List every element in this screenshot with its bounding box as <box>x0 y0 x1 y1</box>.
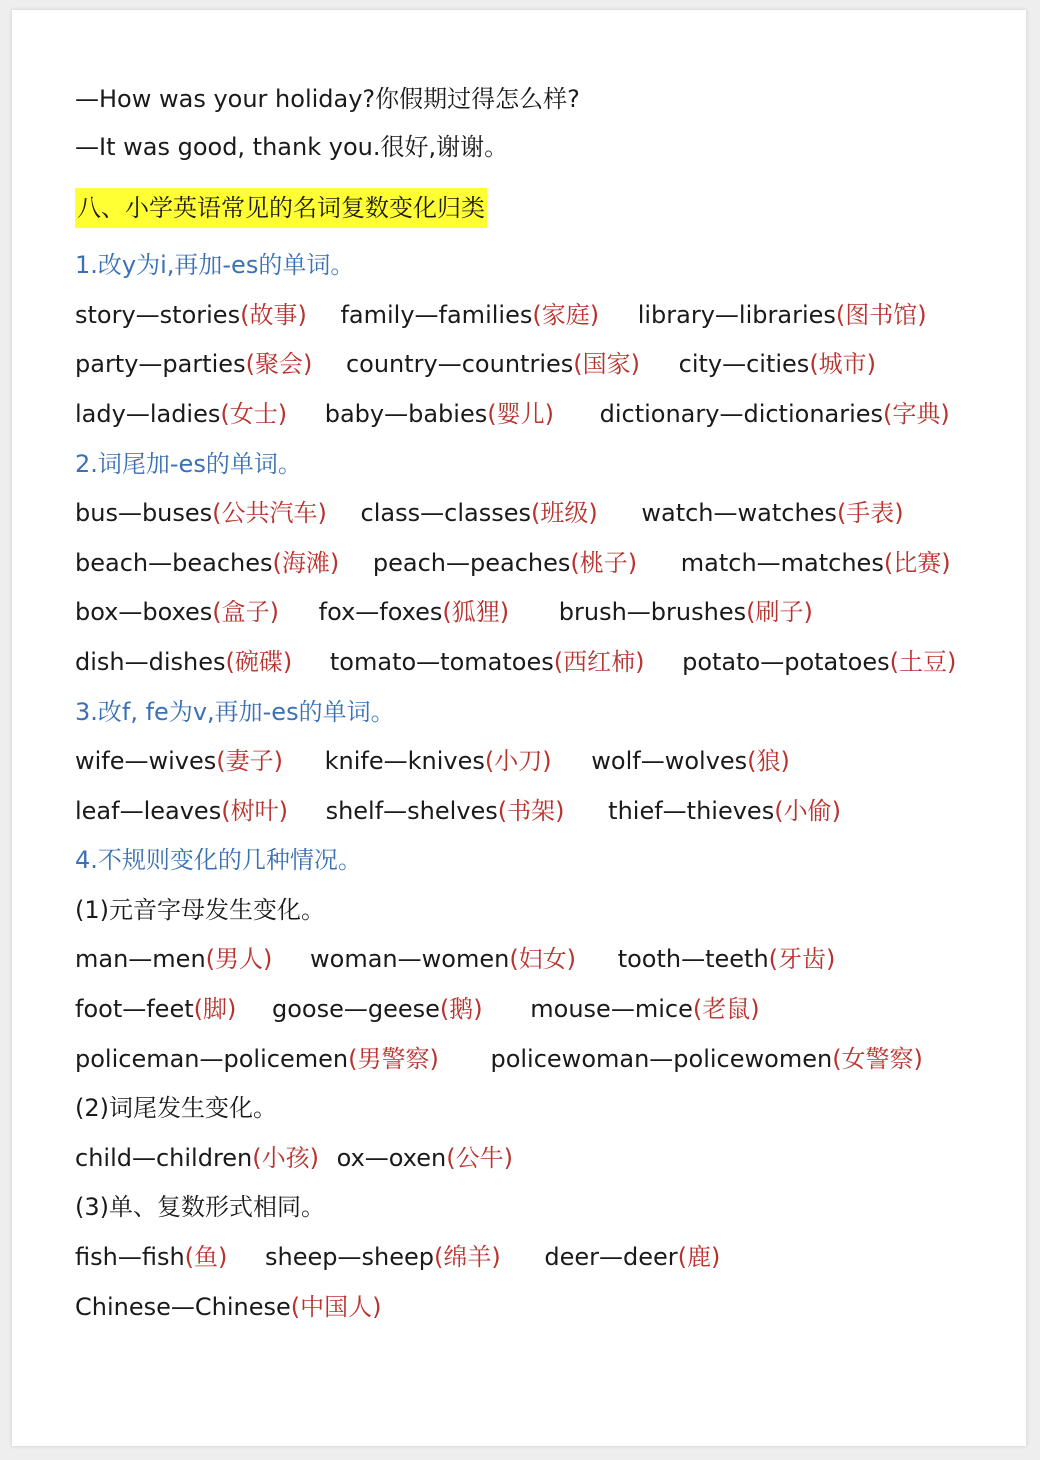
word-pair <box>600 397 950 431</box>
word-pair <box>490 1042 922 1076</box>
word-pair <box>608 794 841 828</box>
word-pair <box>361 496 598 530</box>
section-title-1: 1.改y为i,再加-es的单词。 <box>75 251 355 279</box>
chinese-meaning: (女警察) <box>832 1045 923 1073</box>
word-pair <box>340 298 599 332</box>
word-pair <box>75 942 272 976</box>
english-pair: dictionary—dictionaries <box>599 400 884 428</box>
word-pair <box>75 496 327 530</box>
word-row <box>75 496 904 530</box>
word-pair <box>75 347 312 381</box>
chinese-meaning: (小孩) <box>252 1144 320 1172</box>
word-pair <box>373 546 637 580</box>
english-pair: mouse—mice <box>530 995 693 1023</box>
word-pair <box>75 397 287 431</box>
english-pair: shelf—shelves <box>325 797 498 825</box>
word-pair <box>325 744 552 778</box>
section-heading: 八、小学英语常见的名词复数变化归类 <box>75 188 487 228</box>
chinese-meaning: (碗碟) <box>225 648 293 676</box>
word-pair <box>75 1290 382 1324</box>
english-pair: Chinese—Chinese <box>75 1293 291 1321</box>
word-pair <box>75 794 288 828</box>
chinese-meaning: (刷子) <box>746 598 813 626</box>
chinese-meaning: (小刀) <box>484 747 552 775</box>
word-row <box>75 1042 923 1076</box>
english-pair: country—countries <box>345 350 574 378</box>
word-pair <box>325 397 554 431</box>
word-pair <box>75 546 339 580</box>
english-pair: bus—buses <box>75 499 213 527</box>
dialog-answer: —It was good, thank you.很好,谢谢。 <box>75 133 509 161</box>
english-pair: beach—beaches <box>75 549 273 577</box>
word-pair <box>319 595 509 629</box>
word-row <box>75 744 790 778</box>
word-pair <box>75 992 236 1026</box>
english-pair: fish—fish <box>75 1243 185 1271</box>
chinese-meaning: (国家) <box>573 350 640 378</box>
word-row <box>75 1290 382 1324</box>
word-pair <box>682 645 956 679</box>
word-pair <box>530 992 759 1026</box>
chinese-meaning: (妇女) <box>509 945 577 973</box>
word-pair <box>75 744 283 778</box>
word-pair <box>75 298 307 332</box>
english-pair: deer—deer <box>544 1243 678 1271</box>
word-pair <box>618 942 836 976</box>
dialog-question: —How was your holiday?你假期过得怎么样? <box>75 85 580 113</box>
word-row <box>75 546 951 580</box>
chinese-meaning: (脚) <box>193 995 237 1023</box>
chinese-meaning: (图书馆) <box>835 301 927 329</box>
case-label-2: (2)词尾发生变化。 <box>75 1094 277 1122</box>
english-pair: fox—foxes <box>318 598 443 626</box>
chinese-meaning: (海滩) <box>272 549 340 577</box>
chinese-meaning: (公共汽车) <box>212 499 327 527</box>
chinese-meaning: (字典) <box>883 400 950 428</box>
chinese-meaning: (中国人) <box>290 1293 382 1321</box>
word-pair <box>591 744 790 778</box>
chinese-meaning: (城市) <box>809 350 877 378</box>
word-pair <box>75 645 292 679</box>
chinese-meaning: (女士) <box>220 400 288 428</box>
chinese-meaning: (男警察) <box>348 1045 439 1073</box>
word-pair <box>638 298 927 332</box>
english-pair: foot—feet <box>75 995 194 1023</box>
word-row <box>75 794 841 828</box>
document-page <box>12 10 1026 1446</box>
english-pair: story—stories <box>75 301 241 329</box>
chinese-meaning: (鹿) <box>677 1243 721 1271</box>
word-pair <box>559 595 813 629</box>
chinese-meaning: (婴儿) <box>487 400 554 428</box>
english-pair: class—classes <box>360 499 531 527</box>
english-pair: party—parties <box>75 350 246 378</box>
chinese-meaning: (家庭) <box>532 301 600 329</box>
chinese-meaning: (西红柿) <box>553 648 645 676</box>
english-pair: box—boxes <box>75 598 213 626</box>
word-row <box>75 942 835 976</box>
english-pair: knife—knives <box>324 747 485 775</box>
english-pair: match—matches <box>680 549 884 577</box>
english-pair: goose—geese <box>272 995 440 1023</box>
chinese-meaning: (男人) <box>205 945 273 973</box>
chinese-meaning: (盒子) <box>212 598 280 626</box>
english-pair: sheep—sheep <box>265 1243 435 1271</box>
chinese-meaning: (狼) <box>747 747 790 775</box>
chinese-meaning: (鹅) <box>439 995 483 1023</box>
chinese-meaning: (桃子) <box>570 549 638 577</box>
word-row <box>75 397 950 431</box>
chinese-meaning: (妻子) <box>216 747 284 775</box>
chinese-meaning: (公牛) <box>446 1144 513 1172</box>
english-pair: library—libraries <box>637 301 836 329</box>
word-pair <box>75 1240 227 1274</box>
word-pair <box>337 1141 513 1175</box>
word-pair <box>75 1141 319 1175</box>
chinese-meaning: (老鼠) <box>692 995 760 1023</box>
chinese-meaning: (绵羊) <box>434 1243 501 1271</box>
english-pair: potato—potatoes <box>682 648 890 676</box>
english-pair: brush—brushes <box>558 598 747 626</box>
english-pair: policeman—policemen <box>75 1045 349 1073</box>
english-pair: tomato—tomatoes <box>329 648 554 676</box>
chinese-meaning: (故事) <box>240 301 307 329</box>
english-pair: tooth—teeth <box>617 945 769 973</box>
english-pair: wife—wives <box>75 747 217 775</box>
word-pair <box>75 1042 439 1076</box>
english-pair: child—children <box>75 1144 253 1172</box>
chinese-meaning: (树叶) <box>221 797 288 825</box>
english-pair: wolf—wolves <box>591 747 748 775</box>
word-pair <box>681 546 951 580</box>
chinese-meaning: (鱼) <box>184 1243 228 1271</box>
english-pair: dish—dishes <box>75 648 226 676</box>
chinese-meaning: (书架) <box>497 797 565 825</box>
word-row <box>75 645 956 679</box>
word-pair <box>75 595 279 629</box>
chinese-meaning: (班级) <box>530 499 598 527</box>
english-pair: peach—peaches <box>372 549 571 577</box>
chinese-meaning: (比赛) <box>883 549 951 577</box>
word-pair <box>679 347 876 381</box>
case-label-1: (1)元音字母发生变化。 <box>75 896 325 924</box>
english-pair: policewoman—policewomen <box>490 1045 833 1073</box>
word-pair <box>326 794 565 828</box>
chinese-meaning: (聚会) <box>245 350 313 378</box>
chinese-meaning: (小偷) <box>774 797 841 825</box>
english-pair: family—families <box>340 301 533 329</box>
word-row <box>75 298 927 332</box>
word-pair <box>265 1240 501 1274</box>
section-title-2: 2.词尾加-es的单词。 <box>75 450 302 478</box>
english-pair: watch—watches <box>641 499 837 527</box>
english-pair: ox—oxen <box>336 1144 447 1172</box>
word-pair <box>346 347 640 381</box>
section-title-3: 3.改f, fe为v,再加-es的单词。 <box>75 698 395 726</box>
section-title-4: 4.不规则变化的几种情况。 <box>75 846 362 874</box>
english-pair: baby—babies <box>324 400 488 428</box>
word-row <box>75 595 813 629</box>
case-label-3: (3)单、复数形式相同。 <box>75 1193 325 1221</box>
english-pair: lady—ladies <box>75 400 221 428</box>
english-pair: city—cities <box>678 350 810 378</box>
chinese-meaning: (土豆) <box>889 648 957 676</box>
word-pair <box>544 1240 720 1274</box>
english-pair: man—men <box>75 945 206 973</box>
english-pair: leaf—leaves <box>75 797 222 825</box>
chinese-meaning: (牙齿) <box>768 945 836 973</box>
word-row <box>75 347 876 381</box>
word-row <box>75 1141 513 1175</box>
word-pair <box>310 942 576 976</box>
word-pair <box>272 992 483 1026</box>
english-pair: thief—thieves <box>608 797 775 825</box>
word-pair <box>330 645 645 679</box>
word-row <box>75 1240 720 1274</box>
chinese-meaning: (手表) <box>836 499 904 527</box>
word-pair <box>641 496 903 530</box>
english-pair: woman—women <box>310 945 510 973</box>
word-row <box>75 992 760 1026</box>
chinese-meaning: (狐狸) <box>442 598 510 626</box>
